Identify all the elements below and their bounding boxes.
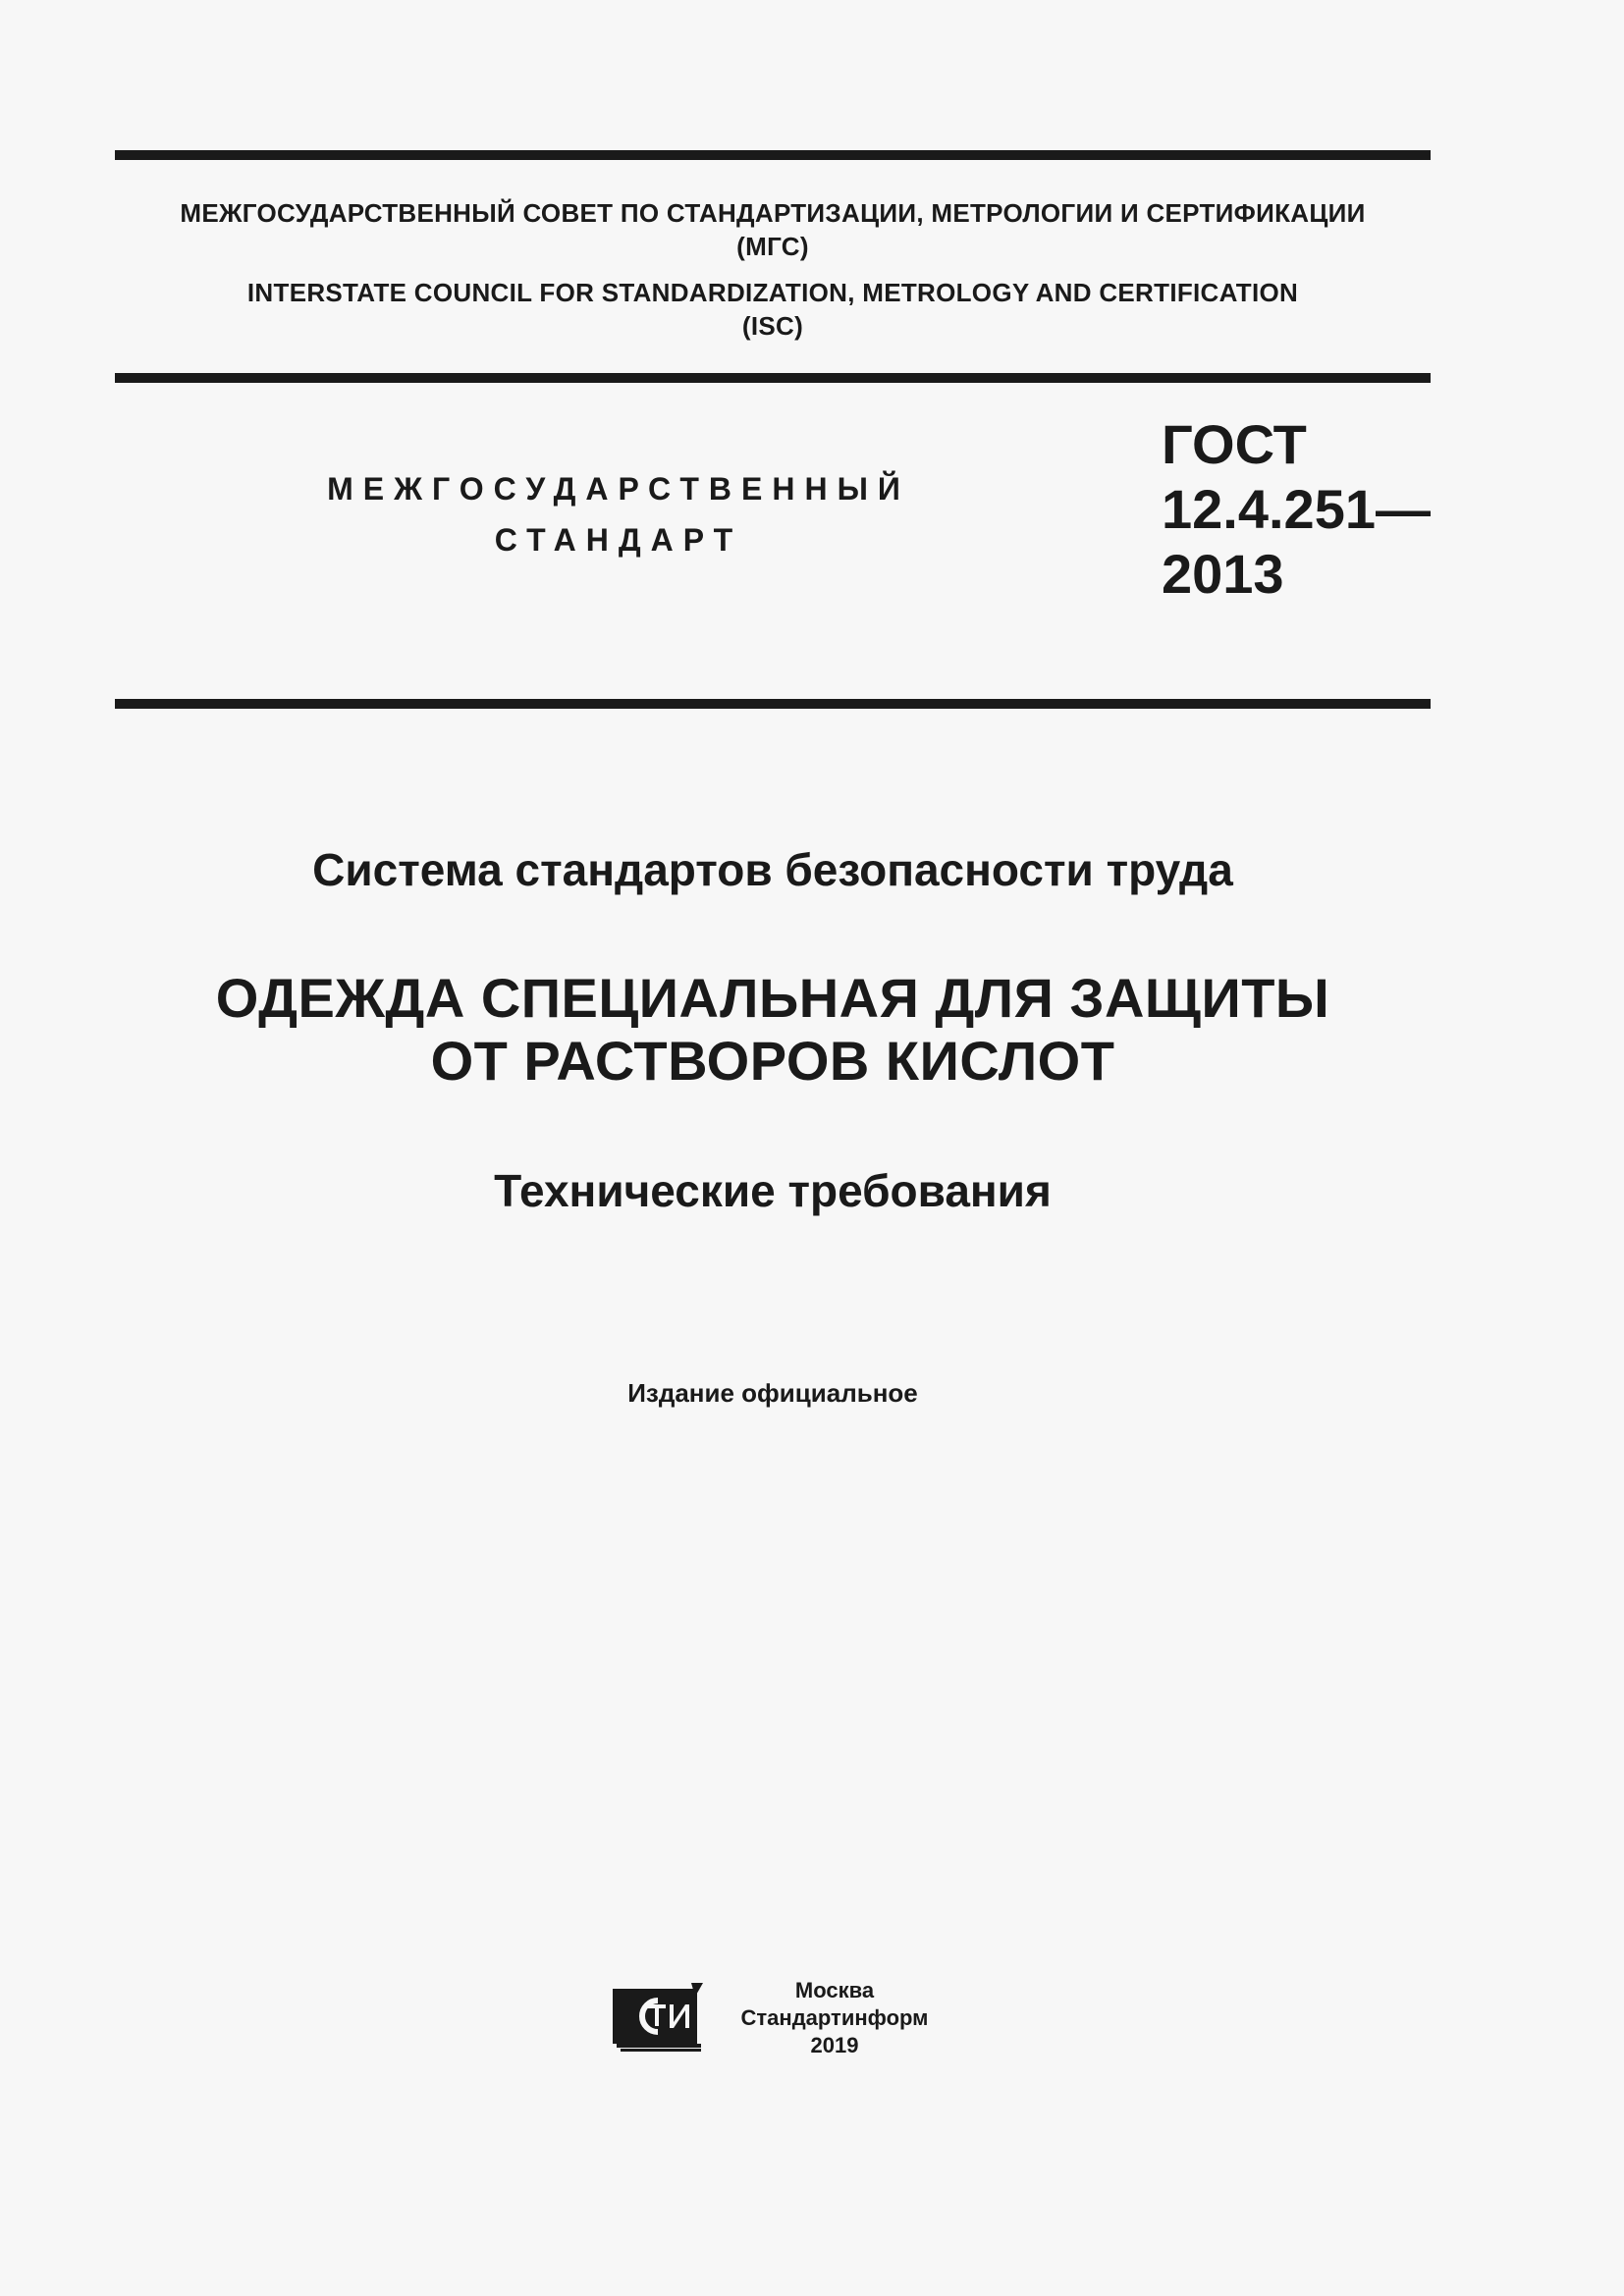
top-rule <box>115 150 1431 160</box>
publisher-city: Москва <box>794 1978 875 2002</box>
standard-type-line2: СТАНДАРТ <box>494 522 743 558</box>
edition-label: Издание официальное <box>627 1378 918 1408</box>
main-title-line2: ОТ РАСТВОРОВ КИСЛОТ <box>430 1030 1115 1092</box>
council-name-en: INTERSTATE COUNCIL FOR STANDARDIZATION, METROLOGY AND CERTIFICATION <box>246 278 1299 307</box>
council-name-ru: МЕЖГОСУДАРСТВЕННЫЙ СОВЕТ ПО СТАНДАРТИЗАЦИИ, МЕТРОЛОГИИ И СЕРТИФИКАЦИИ <box>180 198 1366 228</box>
header-rule <box>115 373 1431 383</box>
subtitle: Технические требования <box>494 1165 1052 1216</box>
standartinform-logo-icon <box>613 1981 705 2054</box>
publisher-block <box>717 1977 952 2059</box>
designation-prefix: ГОСТ <box>1162 413 1307 475</box>
council-abbr-ru: (МГС) <box>736 232 809 261</box>
designation-year: 2013 <box>1162 543 1284 605</box>
main-title <box>115 967 1431 1093</box>
standard-designation <box>1162 412 1431 607</box>
publication-year: 2019 <box>810 2033 859 2057</box>
standard-type-line1: МЕЖГОСУДАРСТВЕННЫЙ <box>327 471 910 507</box>
designation-rule <box>115 699 1431 709</box>
council-abbr-en: (ISC) <box>741 311 804 341</box>
publisher-name: Стандартинформ <box>740 2005 929 2030</box>
series-title: Система стандартов безопасности труда <box>312 844 1233 895</box>
designation-number: 12.4.251— <box>1162 478 1431 540</box>
main-title-line1: ОДЕЖДА СПЕЦИАЛЬНАЯ ДЛЯ ЗАЩИТЫ <box>215 967 1330 1029</box>
